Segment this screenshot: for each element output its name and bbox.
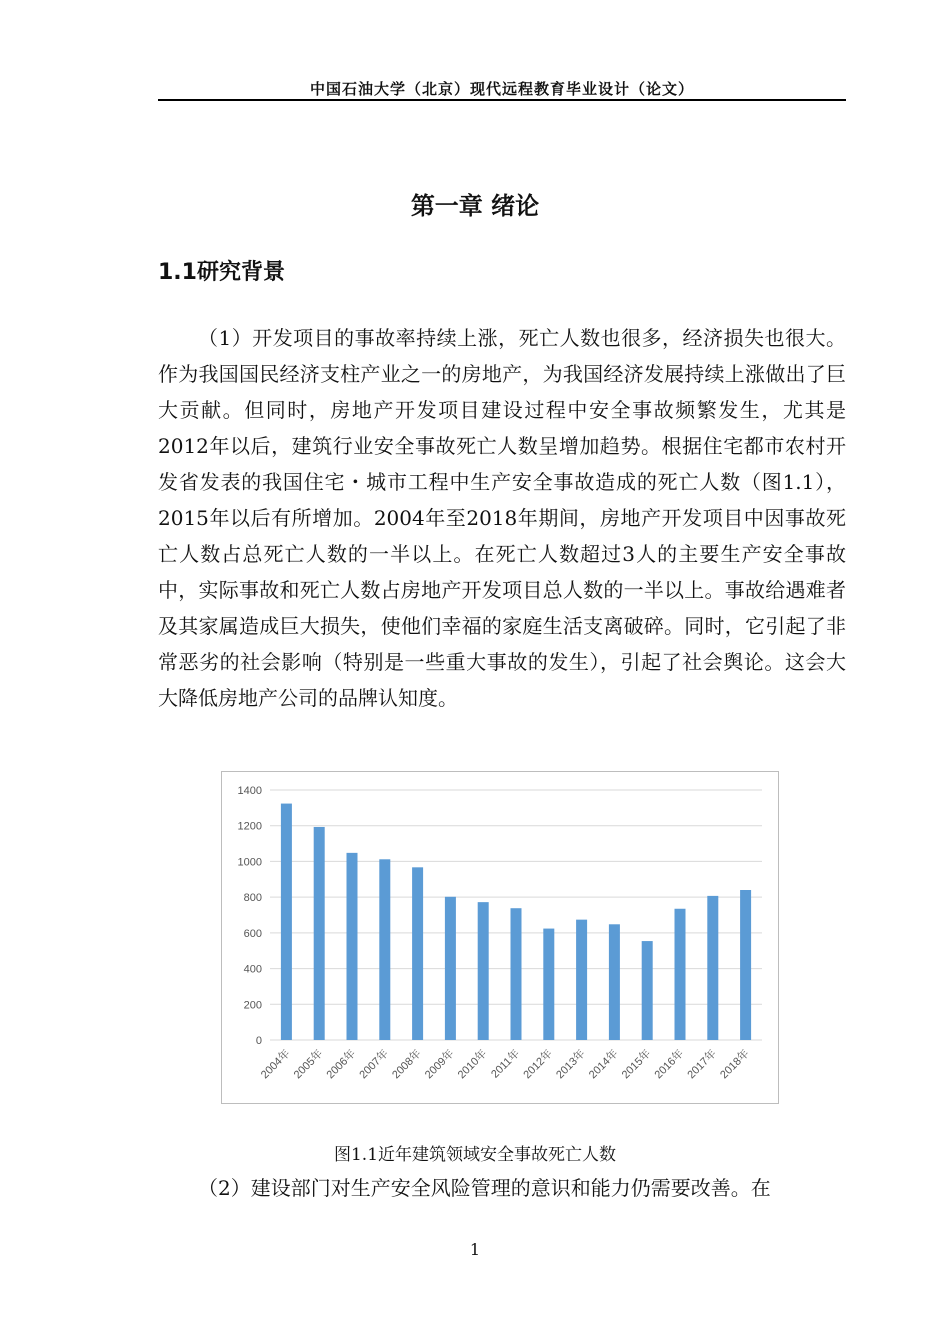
x-tick-label: 2012年 (521, 1047, 555, 1082)
bar (576, 920, 587, 1040)
bar (478, 902, 489, 1040)
bar (445, 897, 456, 1040)
figure-chart (221, 771, 779, 1104)
x-tick-label: 2006年 (324, 1047, 359, 1082)
x-tick-label: 2013年 (554, 1047, 588, 1082)
bar (511, 908, 522, 1040)
x-tick-label: 2014年 (586, 1047, 621, 1082)
x-tick-label: 2004年 (258, 1047, 293, 1082)
body-paragraph-2: （2）建设部门对生产安全风险管理的意识和能力仍需要改善。在 (198, 1176, 771, 1200)
x-tick-label: 2010年 (455, 1047, 490, 1082)
bar (675, 909, 686, 1040)
y-tick-label: 400 (243, 963, 262, 976)
section-title: 1.1研究背景 (158, 260, 285, 285)
header-rule (158, 99, 846, 101)
bar-chart (222, 772, 780, 1105)
x-tick-label: 2017年 (685, 1047, 719, 1082)
body-paragraph-1: （1）开发项目的事故率持续上涨，死亡人数也很多，经济损失也很大。作为我国国民经济支柱产业之一的房地产，为我国经济发展持续上涨做出了巨大贡献。但同时，房地产开发项目建设过程中安全事故频繁发生，尤其是2012年以后，建筑行业安全事故死亡人数呈增加趋势。根据住宅都市农村开发省发表的我国住宅・城市工程中生产安全事故造成的死亡人数（图1.1），2015年以后有所增加。2004年至2018年期间，房地产开发项目中因事故死亡人数占总死亡人数的一半以上。在死亡人数超过3人的主要生产安全事故中，实际事故和死亡人数占房地产开发项目总人数的一半以上。事故给遇难者及其家属造成巨大损失，使他们幸福的家庭生活支离破碎。同时，它引起了非常恶劣的社会影响（特别是一些重大事故的发生），引起了社会舆论。这会大大降低房地产公司的品牌认知度。 (158, 326, 846, 710)
bar (412, 867, 423, 1040)
page-number: 1 (469, 1240, 481, 1259)
bar (314, 827, 325, 1040)
chapter-title: 第一章 绪论 (410, 192, 540, 220)
page-header: 中国石油大学（北京）现代远程教育毕业设计（论文） (309, 80, 694, 98)
bar (740, 890, 751, 1040)
x-tick-label: 2015年 (619, 1047, 654, 1082)
figure-caption: 图1.1近年建筑领域安全事故死亡人数 (333, 1145, 617, 1165)
x-tick-label: 2016年 (652, 1047, 687, 1082)
bar (707, 896, 718, 1040)
y-tick-label: 1000 (237, 856, 262, 869)
x-tick-label: 2009年 (422, 1047, 457, 1082)
y-tick-label: 1200 (237, 820, 262, 833)
x-tick-label: 2007年 (357, 1047, 391, 1082)
bar (281, 804, 292, 1040)
y-tick-label: 600 (243, 927, 262, 940)
y-tick-label: 0 (255, 1035, 262, 1047)
y-tick-label: 1400 (237, 785, 262, 797)
x-tick-label: 2008年 (390, 1047, 424, 1082)
y-tick-label: 800 (243, 892, 262, 905)
bar (379, 859, 390, 1040)
x-tick-label: 2011年 (489, 1047, 523, 1081)
bar (642, 941, 653, 1040)
x-tick-label: 2018年 (718, 1047, 752, 1082)
y-tick-label: 200 (243, 999, 262, 1012)
x-tick-label: 2005年 (291, 1047, 326, 1082)
bar (347, 853, 358, 1040)
bar (609, 924, 620, 1040)
bar (543, 929, 554, 1040)
